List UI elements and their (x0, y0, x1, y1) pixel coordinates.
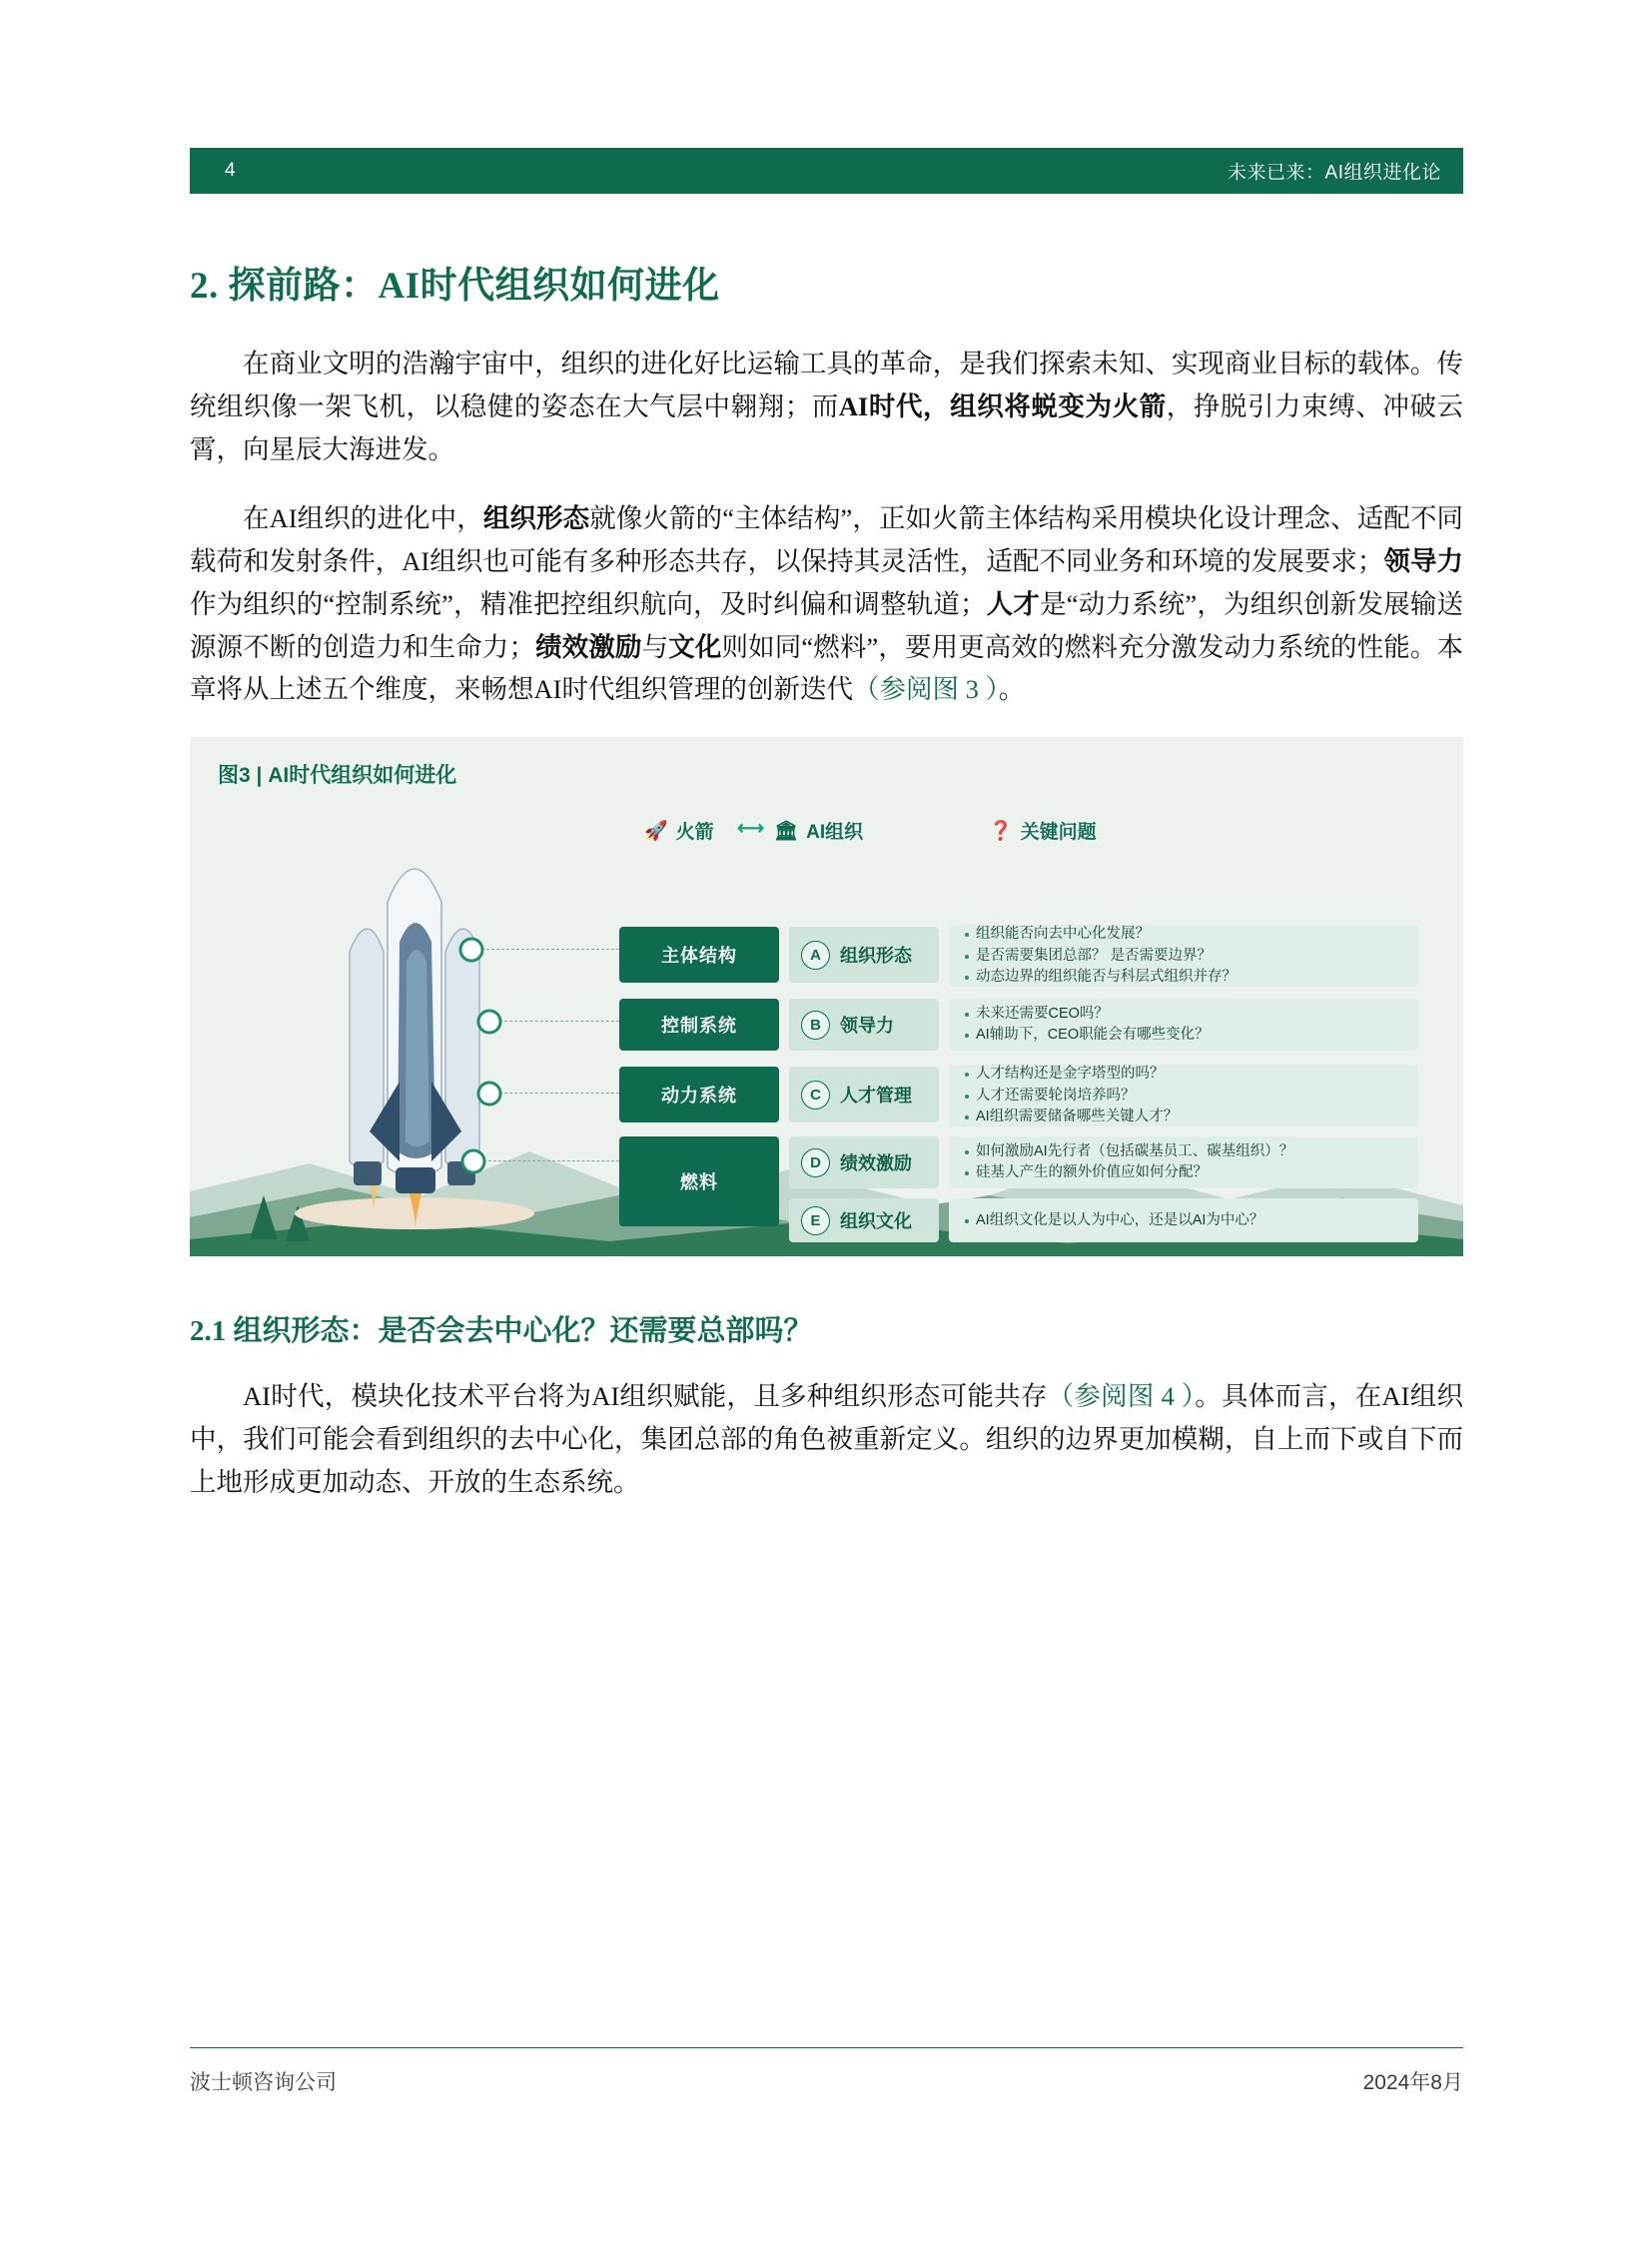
p2-f: 人才 (986, 588, 1041, 619)
question-c-3: AI组织需要储备哪些关键人才？ (963, 1107, 1404, 1128)
figure-4-reference: （参阅图 4 ） (1047, 1381, 1196, 1412)
question-a-1: 组织能否向去中心化发展？ (963, 924, 1404, 946)
p2-b: 组织形态 (482, 502, 590, 533)
question-mark-icon: ❓ (989, 820, 1013, 842)
figure-column-headers (609, 817, 1418, 851)
rocket-icon: 🚀 (644, 820, 668, 842)
org-topic-c (789, 1067, 939, 1122)
question-a-3: 动态边界的组织能否与科层式组织并存？ (963, 967, 1404, 989)
paragraph-1 (190, 343, 1463, 471)
figure-title: 图3 | AI时代组织如何进化 (218, 764, 457, 788)
row-badge-d: D (801, 1148, 830, 1177)
org-topic-d (789, 1136, 939, 1188)
footer-divider (190, 2047, 1463, 2048)
p1-bold: AI时代，组织将蜕变为火箭 (838, 390, 1167, 421)
question-a-2: 是否需要集团总部？ 是否需要边界？ (963, 946, 1404, 968)
question-d-2: 硅基人产生的额外价值应如何分配？ (963, 1162, 1404, 1184)
question-b-1: 未来还需要CEO吗？ (963, 1004, 1404, 1026)
p2-h: 绩效激励 (535, 631, 642, 662)
question-e-1: AI组织文化是以人为中心，还是以AI为中心？ (963, 1210, 1404, 1232)
org-topic-a (789, 927, 939, 983)
page-header (190, 148, 1463, 194)
row-badge-e: E (801, 1206, 830, 1235)
sub-p-a: AI时代，模块化技术平台将为AI组织赋能，且多种组织形态可能共存 (243, 1381, 1048, 1412)
org-topic-label-a: 组织形态 (840, 946, 912, 967)
subsection-heading: 2.1 组织形态：是否会去中心化？还需要总部吗？ (190, 1315, 813, 1348)
questions-e (949, 1198, 1418, 1242)
p2-g: 是“动力系统”，为组织创新发展输送源源不断的创造力和生命力； (190, 588, 1464, 662)
column-label-rocket: 火箭 (675, 822, 714, 844)
p2-a: 在AI组织的进化中， (243, 502, 483, 533)
questions-a (949, 925, 1418, 987)
p2-k: 则如同“燃料”，要用更高效的燃料充分激发动力系统的性能。本章将从上述五个维度，来畅想AI时代组织管理的创新迭代 (190, 631, 1464, 705)
p2-end: 。 (998, 674, 1026, 705)
double-arrow-icon: ⟷ (737, 818, 765, 840)
column-header-rocket (644, 817, 714, 844)
footer-company: 波士顿咨询公司 (190, 2071, 337, 2094)
page-number: 4 (190, 148, 250, 194)
p1-part-c: ，挣脱引力束缚、冲破云霄，向星辰大海进发。 (190, 390, 1464, 464)
column-label-questions: 关键问题 (1020, 822, 1097, 844)
question-c-2: 人才还需要轮岗培养吗？ (963, 1086, 1404, 1108)
org-topic-label-d: 绩效激励 (840, 1153, 912, 1174)
building-icon: 🏛 (774, 820, 799, 842)
column-header-org (774, 817, 863, 844)
p1-part-a: 在商业文明的浩瀚宇宙中，组织的进化好比运输工具的革命，是我们探索未知、实现商业目标的载体。传统组织像一架飞机，以稳健的姿态在大气层中翱翔；而 (190, 349, 1463, 421)
paragraph-2 (190, 497, 1463, 712)
document-title: 未来已来：AI组织进化论 (1228, 162, 1441, 184)
rocket-illustration (250, 832, 579, 1231)
questions-b (949, 999, 1418, 1051)
figure-3-reference: （参阅图 3 ） (852, 674, 999, 705)
org-topic-label-c: 人才管理 (840, 1086, 912, 1107)
header-bar (250, 148, 1463, 194)
row-badge-a: A (801, 941, 830, 970)
question-d-1: 如何激励AI先行者（包括碳基员工、碳基组织）？ (963, 1141, 1404, 1163)
sub-p-b: 。具体而言，在AI组织中，我们可能会看到组织的去中心化，集团总部的角色被重新定义。组织的边界更加模糊，自上而下或自下而上地形成更加动态、开放的生态系统。 (190, 1381, 1463, 1498)
rocket-part-label-d: 燃料 (619, 1136, 779, 1226)
section-heading: 2. 探前路：AI时代组织如何进化 (190, 266, 720, 307)
question-c-1: 人才结构还是金字塔型的吗？ (963, 1064, 1404, 1086)
column-label-org: AI组织 (806, 822, 864, 844)
subsection-paragraph (190, 1375, 1463, 1504)
p2-d: 领导力 (1383, 545, 1464, 576)
question-b-2: AI辅助下，CEO职能会有哪些变化？ (963, 1025, 1404, 1047)
org-topic-e (789, 1198, 939, 1242)
p2-e: 作为组织的“控制系统”，精准把控组织航向，及时纠偏和调整轨道； (190, 588, 987, 619)
rocket-part-label-c: 动力系统 (619, 1067, 779, 1122)
org-topic-label-e: 组织文化 (840, 1211, 912, 1232)
p2-i: 与 (641, 631, 669, 662)
footer-date: 2024年8月 (1362, 2071, 1463, 2094)
questions-d (949, 1136, 1418, 1188)
page-content (190, 255, 1463, 1530)
p2-c: 就像火箭的“主体结构”，正如火箭主体结构采用模块化设计理念、适配不同载荷和发射条件，AI组织也可能有多种形态共存，以保持其灵活性，适配不同业务和环境的发展要求； (190, 502, 1464, 576)
figure-3 (190, 737, 1463, 1256)
column-header-questions (989, 817, 1097, 844)
rocket-part-label-a: 主体结构 (619, 927, 779, 983)
org-topic-b (789, 999, 939, 1051)
row-badge-b: B (801, 1011, 830, 1040)
row-badge-c: C (801, 1081, 830, 1110)
page-footer (190, 2047, 1463, 2096)
questions-c (949, 1065, 1418, 1126)
org-topic-label-b: 领导力 (840, 1016, 894, 1037)
p2-j: 文化 (668, 631, 722, 662)
rocket-part-label-b: 控制系统 (619, 999, 779, 1051)
